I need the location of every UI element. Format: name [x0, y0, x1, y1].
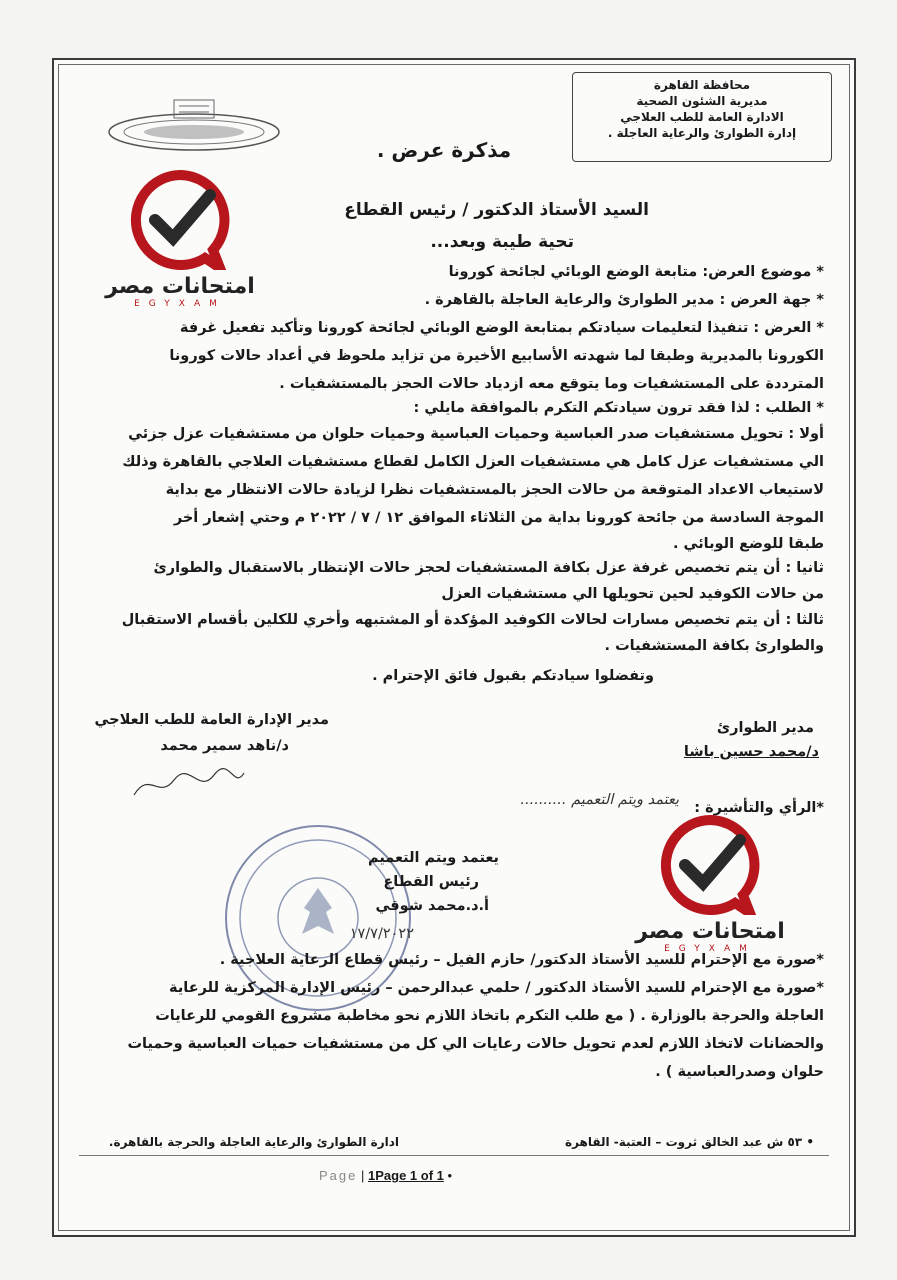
signature-left-name: د/ناهد سمير محمد [160, 738, 289, 754]
letterhead-line: الادارة العامة للطب العلاجي [620, 110, 784, 124]
body-line: * الطلب : لذا فقد ترون سيادتكم التكرم بالموافقة مايلي : [413, 400, 824, 416]
body-line: والطوارئ بكافة المستشفيات . [604, 638, 824, 654]
memo-title: مذكرة عرض . [376, 138, 512, 162]
body-line: ثانيا : أن يتم تخصيص غرفة عزل بكافة المستشفيات لحجز حالات الإنتظار بالاستقبال والطوارئ [153, 560, 824, 576]
signature-right-title: مدير الطوارئ [716, 720, 814, 736]
watermark-bottom [630, 815, 790, 954]
body-line: * موضوع العرض: متابعة الوضع الوبائي لجائحة كورونا [448, 264, 824, 280]
body-line: الموجة السادسة من جائحة كورونا بداية من الثلاثاء الموافق ١٢ / ٧ / ٢٠٢٢ م وحتي إشعار أخر [173, 510, 824, 526]
watermark-text: امتحانات مصر [635, 919, 785, 944]
letterhead-box [572, 72, 832, 162]
body-line: * العرض : تنفيذا لتعليمات سيادتكم بمتابعة الوضع الوبائي لجائحة كورونا وتأكيد تفعيل غرفة [179, 320, 824, 336]
checkmark-logo-icon [125, 170, 235, 270]
watermark-sub: EGYXAM [664, 944, 756, 954]
opinion-handwritten: يعتمد ويتم التعميم .......... [520, 792, 679, 808]
approval-date: ١٧/٧/٢٠٢٢ [349, 926, 414, 942]
ministry-logo [104, 92, 284, 154]
page-number: Page | 1Page 1 of 1 • [319, 1168, 453, 1183]
footer-department: ادارة الطوارئ والرعاية العاجلة والحرجة بالقاهرة. [108, 1135, 399, 1149]
closing-line: وتفضلوا سيادتكم بقبول فائق الإحترام . [372, 668, 654, 684]
copy-line: *صورة مع الإحترام للسيد الأستاذ الدكتور/ حازم الفيل – رئيس قطاع الرعاية العلاجية . [219, 952, 824, 968]
signature-right-name: د/محمد حسين باشا [683, 744, 819, 760]
approval-line: يعتمد ويتم التعميم [367, 850, 499, 866]
copy-line: العاجلة والحرجة بالوزارة . ( مع طلب التكرم باتخاذ اللازم نحو مخاطبة مشروع القومي للرعايات [155, 1008, 824, 1024]
watermark-top [100, 170, 260, 309]
body-line: * جهة العرض : مدير الطوارئ والرعاية العاجلة بالقاهرة . [424, 292, 824, 308]
opinion-label: *الرأي والتأشيرة : [694, 800, 824, 816]
salutation: تحية طيبة وبعد... [430, 232, 574, 252]
watermark-text: امتحانات مصر [105, 274, 255, 299]
copy-line: *صورة مع الإحترام للسيد الأستاذ الدكتور / حلمي عبدالرحمن – رئيس الإدارة المركزية للرعاية [169, 980, 824, 996]
addressee: السيد الأستاذ الدكتور / رئيس القطاع [344, 200, 649, 220]
approval-name: أ.د.محمد شوقي [375, 898, 489, 914]
body-line: الي مستشفيات عزل كامل هي مستشفيات العزل الكامل لقطاع مستشفيات العلاجي بالقاهرة وذلك [122, 454, 824, 470]
letterhead-line: إدارة الطوارئ والرعاية العاجلة . [607, 126, 797, 140]
letterhead-line: مديرية الشئون الصحية [636, 94, 768, 108]
body-line: لاستيعاب الاعداد المتوقعة من حالات الحجز بالمستشفيات نظرا لزيادة حالات الانتظار مع بداية [165, 482, 824, 498]
letterhead-line: محافظة القاهرة [653, 78, 751, 92]
footer-divider [79, 1155, 829, 1156]
approval-title: رئيس القطاع [383, 874, 479, 890]
checkmark-logo-icon [655, 815, 765, 915]
copy-line: حلوان وصدرالعباسية ) . [655, 1064, 824, 1080]
footer-address: • ٥٣ ش عبد الخالق ثروت – العتبة- القاهرة [564, 1135, 814, 1149]
body-line: المترددة على المستشفيات وما يتوقع معه ازدياد حالات الحجز بالمستشفيات . [279, 376, 824, 392]
signature-left-title: مدير الإدارة العامة للطب العلاجي [94, 712, 329, 728]
page-count: 1Page 1 of 1 [368, 1168, 444, 1183]
copy-line: والحضانات لاتخاذ اللازم لعدم تحويل حالات رعايات الي كل من مستشفيات حميات العباسية وحميات [127, 1036, 824, 1052]
body-line: أولا : تحويل مستشفيات صدر العباسية وحميات العباسية وحميات حلوان من مستشفيات عزل جزئي [128, 426, 824, 442]
watermark-sub: EGYXAM [134, 299, 226, 309]
page-word: Page [319, 1168, 358, 1183]
body-line: ثالثا : أن يتم تخصيص مسارات لحالات الكوفيد المؤكدة أو المشتبهه وأخري للكلين بأقسام الاستقبال [121, 612, 824, 628]
handwritten-signature [129, 765, 249, 805]
body-line: الكورونا بالمديرية وطبقا لما شهدته الأسابيع الأخيرة من تزايد ملحوظ في أعداد حالات كورونا [169, 348, 824, 364]
body-line: من حالات الكوفيد لحين تحويلها الي مستشفيات العزل [441, 586, 824, 602]
body-line: طبقا للوضع الوبائي . [673, 536, 824, 552]
